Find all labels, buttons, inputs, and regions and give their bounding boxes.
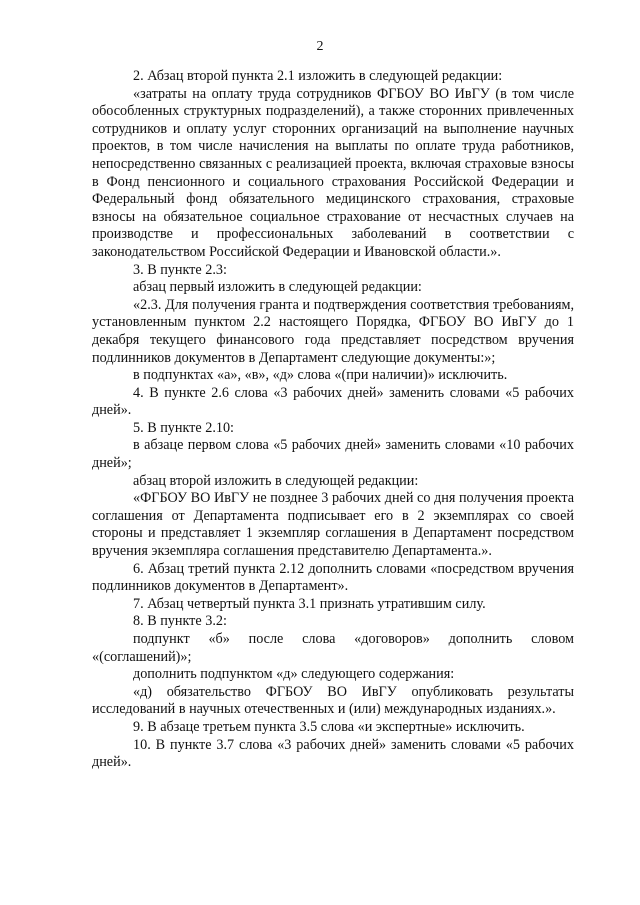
paragraph: «2.3. Для получения гранта и подтверждения соответствия требованиям, установленным пунктом 2.2 настоящего Порядка, ФГБОУ ВО ИвГУ до 1 декабря текущего финансового года представляет посредством вручения подлинников документов в Департамент следующие документы:»; [92, 296, 574, 366]
paragraph: 10. В пункте 3.7 слова «3 рабочих дней» заменить словами «5 рабочих дней». [92, 736, 574, 771]
paragraph: в абзаце первом слова «5 рабочих дней» заменить словами «10 рабочих дней»; [92, 437, 574, 472]
paragraph: «затраты на оплату труда сотрудников ФГБОУ ВО ИвГУ (в том числе обособленных структурных подразделений), а также сторонних привлеченных сотрудников и оплату услуг сторонних организаций на выполнение научных проектов, в том числе начисления на выплаты по оплате труда работников, непосредственно связанных с реализацией проекта, включая страховые взносы в Фонд пенсионного и социального страхования Российской Федерации и Федеральный фонд обязательного медицинского страхования, страховые взносы на обязательное социальное страхование от несчастных случаев на производстве и профессиональных заболеваний в соответствии с законодательством Российской Федерации и Ивановской области.». [92, 85, 574, 260]
paragraph: дополнить подпунктом «д» следующего содержания: [133, 666, 455, 683]
paragraph: 4. В пункте 2.6 слова «3 рабочих дней» заменить словами «5 рабочих дней». [92, 384, 574, 419]
paragraph: абзац второй изложить в следующей редакции: [133, 472, 419, 489]
paragraph: 7. Абзац четвертый пункта 3.1 признать утратившим силу. [133, 595, 486, 612]
paragraph: «ФГБОУ ВО ИвГУ не позднее 3 рабочих дней со дня получения проекта соглашения от Департамента подписывает его в 2 экземплярах со своей стороны и представляет 1 экземпляр соглашения в Департамент посредством вручения экземпляра соглашения представителю Департамента.». [92, 490, 574, 560]
paragraph: 5. В пункте 2.10: [133, 419, 234, 436]
paragraph: 9. В абзаце третьем пункта 3.5 слова «и экспертные» исключить. [133, 718, 525, 735]
page-number: 2 [316, 39, 324, 54]
paragraph: абзац первый изложить в следующей редакции: [133, 279, 422, 296]
paragraph: 6. Абзац третий пункта 2.12 дополнить словами «посредством вручения подлинников документов в Департамент». [92, 560, 574, 595]
paragraph: 3. В пункте 2.3: [133, 261, 227, 278]
paragraph: «д) обязательство ФГБОУ ВО ИвГУ опубликовать результаты исследований в научных отечественных и (или) международных изданиях.». [92, 683, 574, 718]
paragraph: 8. В пункте 3.2: [133, 613, 227, 630]
paragraph: в подпунктах «а», «в», «д» слова «(при наличии)» исключить. [133, 367, 508, 384]
paragraph: 2. Абзац второй пункта 2.1 изложить в следующей редакции: [133, 68, 503, 84]
document-body [92, 68, 574, 772]
paragraph: подпункт «б» после слова «договоров» дополнить словом «(соглашений)»; [92, 631, 574, 665]
